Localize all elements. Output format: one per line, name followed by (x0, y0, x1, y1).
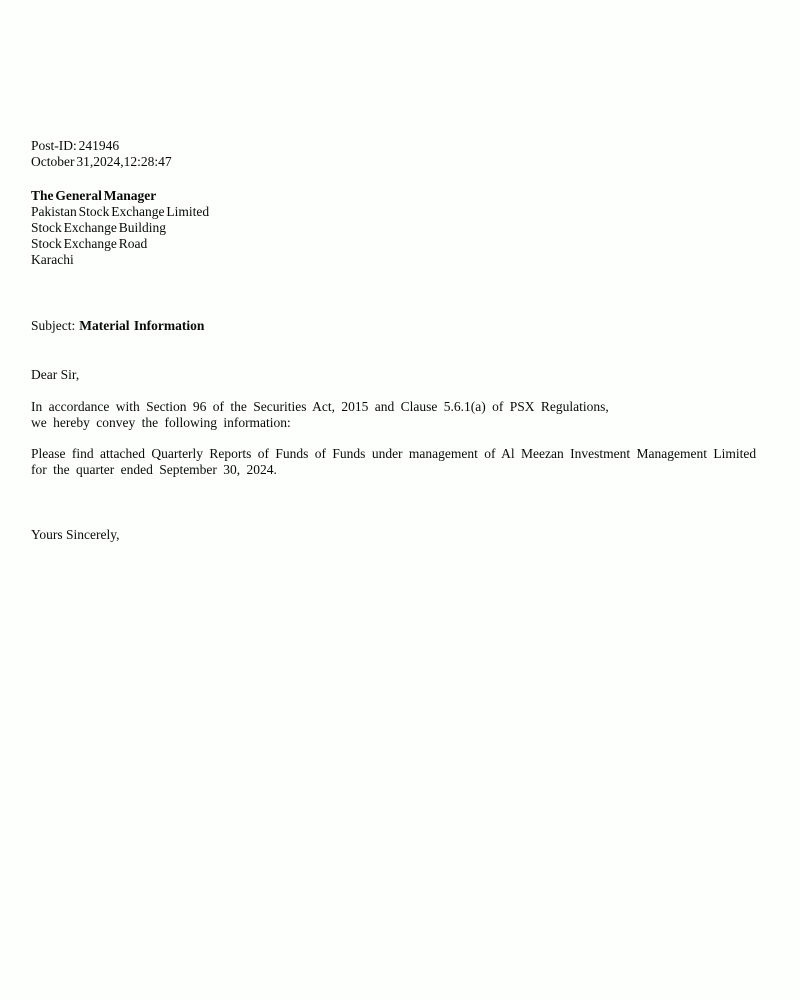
post-id: Post-ID: 241946 (31, 138, 120, 153)
recipient-address-line: Pakistan Stock Exchange Limited (31, 204, 210, 219)
post-meta-block (31, 138, 172, 170)
body-paragraph-1 (31, 399, 609, 431)
closing: Yours Sincerely, (31, 527, 120, 542)
recipient-address-line: Stock Exchange Road (31, 236, 148, 251)
body-text-line: Please find attached Quarterly Reports of Funds of Funds under management of Al Meezan Investment Management Limited (31, 446, 757, 461)
recipient-address-line: Karachi (31, 252, 74, 267)
subject-line (31, 318, 204, 334)
post-datetime: October 31,2024,12:28:47 (31, 154, 172, 169)
salutation-block (31, 367, 79, 383)
closing-block (31, 527, 120, 543)
salutation: Dear Sir, (31, 367, 80, 382)
recipient-name: The General Manager (31, 188, 157, 203)
body-text-line: In accordance with Section 96 of the Securities Act, 2015 and Clause 5.6.1(a) of PSX Regulations, (31, 399, 609, 414)
body-text-line: for the quarter ended September 30, 2024. (31, 462, 277, 477)
recipient-block (31, 188, 209, 268)
recipient-address-line: Stock Exchange Building (31, 220, 166, 235)
body-paragraph-2 (31, 446, 756, 478)
subject-label: Subject: (31, 318, 76, 333)
subject-value: Material Information (79, 318, 205, 333)
body-text-line: we hereby convey the following information: (31, 415, 291, 430)
subject-block (31, 318, 204, 334)
